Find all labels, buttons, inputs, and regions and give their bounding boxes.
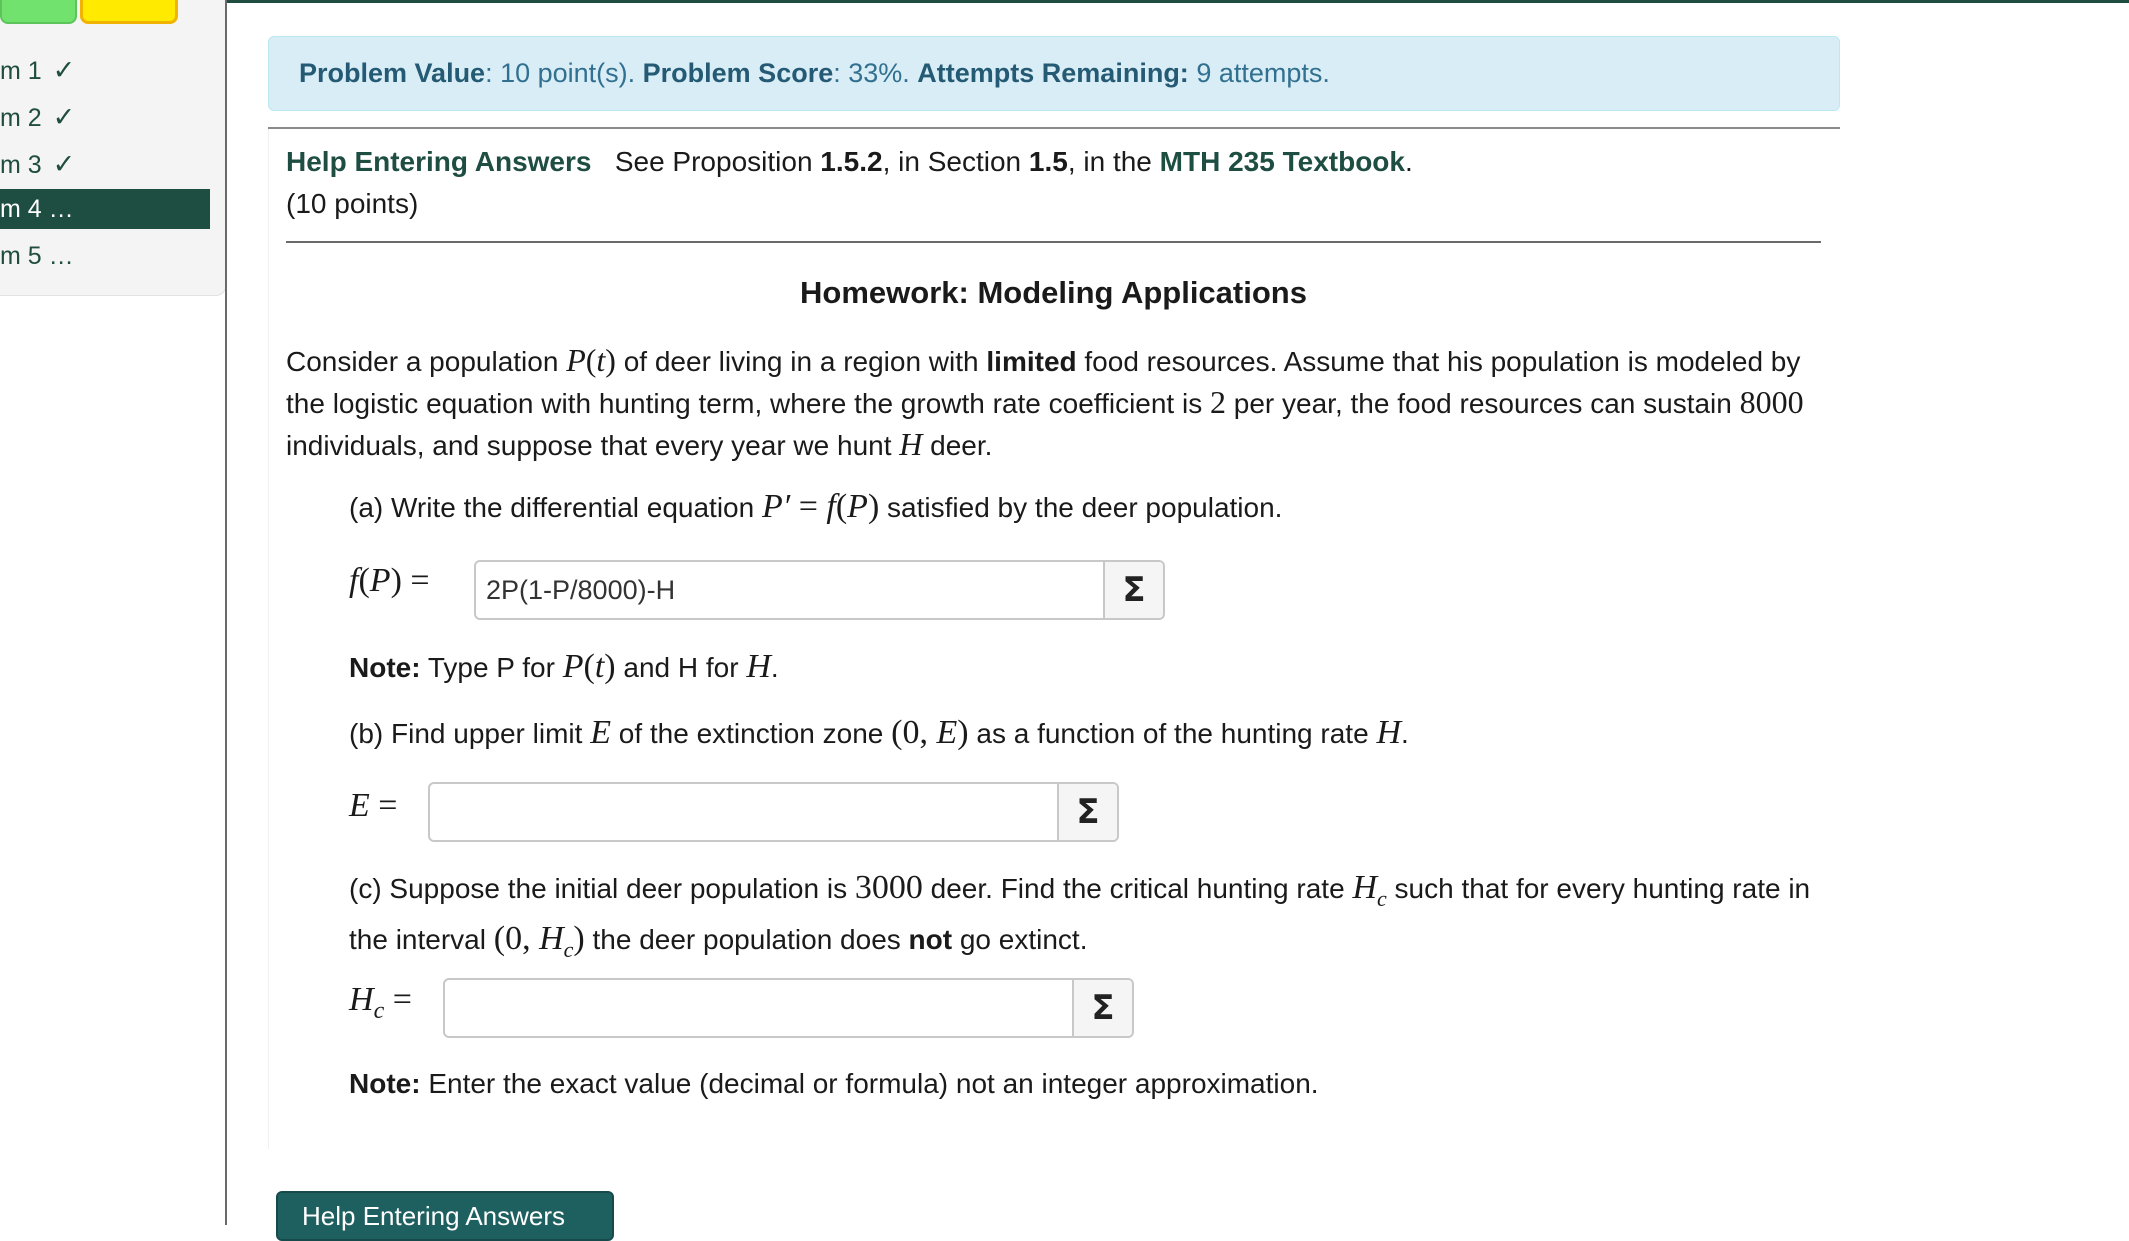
math-initial-population: 3000: [854, 869, 923, 906]
question-text: go extinct.: [952, 923, 1088, 955]
answer-input-b[interactable]: [430, 784, 1057, 840]
question-text: (c) Suppose the initial deer population is: [349, 873, 855, 904]
help-text: .: [1404, 146, 1413, 177]
checkmark-icon: ✓: [52, 55, 76, 85]
sidebar-item-problem-1[interactable]: [0, 50, 210, 90]
question-text: satisfied by the deer population.: [879, 492, 1283, 523]
part-c-question: [349, 868, 1829, 970]
help-entering-answers-link[interactable]: Help Entering Answers: [286, 146, 592, 177]
proposition-number: 1.5.2: [820, 146, 883, 177]
math-growth-rate: 2: [1210, 384, 1226, 420]
sidebar-item-label: m 1: [0, 57, 42, 85]
Hc-label: $H_c$ =: [349, 981, 412, 1024]
math-P-prime-eq: P′ = f(P): [761, 488, 880, 525]
sidebar-item-problem-5[interactable]: [0, 236, 210, 276]
note-text: .: [770, 652, 779, 683]
sidebar-item-label: m 5 …: [0, 242, 74, 270]
problem-score-label: Problem Score: [642, 58, 834, 88]
answer-box-c: [443, 978, 1134, 1038]
problem-value-text: : 10 point(s).: [485, 58, 643, 88]
sigma-icon: Σ: [1076, 792, 1100, 832]
part-a-question: [349, 488, 1282, 526]
math-interval-0-Hc: (0, $H_c$): [493, 919, 585, 962]
question-text: such that for every hunting rate in the interval: [349, 873, 1811, 955]
note-c: [349, 1068, 1319, 1100]
sidebar-item-problem-4[interactable]: [0, 189, 210, 229]
math-H-c: $H_c$: [1352, 869, 1387, 911]
sidebar-item-label: m 3: [0, 151, 42, 179]
attempts-remaining-label: Attempts Remaining:: [917, 58, 1189, 88]
intro-text: individuals, and suppose that every year we hunt: [286, 430, 900, 461]
intro-text: of deer living in a region with: [615, 346, 987, 377]
question-text: of the extinction zone: [610, 718, 892, 749]
status-green-button[interactable]: [0, 0, 77, 24]
help-text: , in Section: [882, 146, 1029, 177]
question-text: deer. Find the critical hunting rate: [922, 873, 1353, 904]
help-text: , in the: [1067, 146, 1160, 177]
points-label: (10 points): [286, 188, 419, 219]
section-number: 1.5: [1028, 146, 1068, 177]
problem-intro: [286, 340, 1826, 466]
math-E: E: [590, 714, 611, 751]
math-H: H: [746, 648, 771, 685]
math-H: H: [1376, 714, 1401, 751]
checkmark-icon: ✓: [52, 102, 76, 132]
note-text: Type P for: [420, 652, 563, 683]
math-H: H: [899, 426, 923, 462]
math-capacity: 8000: [1739, 384, 1804, 420]
status-yellow-button[interactable]: [80, 0, 178, 24]
note-a: [349, 648, 779, 686]
answer-input-c[interactable]: [445, 980, 1072, 1036]
sidebar-item-label: m 4 …: [0, 195, 74, 223]
equation-editor-button[interactable]: [1057, 784, 1117, 840]
top-border: [0, 0, 2129, 3]
intro-text: food resources. Assume that his population is modeled by the logistic equation with hunting term, where the growth rate coefficient is: [286, 346, 1801, 419]
checkmark-icon: ✓: [52, 149, 76, 179]
f-of-P-label: f(P) =: [349, 562, 430, 599]
sigma-icon: Σ: [1122, 570, 1146, 610]
problem-title: Homework: Modeling Applications: [800, 275, 1307, 310]
intro-text: per year, the food resources can sustain: [1226, 388, 1740, 419]
textbook-link[interactable]: MTH 235 Textbook: [1159, 146, 1405, 177]
intro-bold: limited: [986, 346, 1077, 377]
sigma-icon: Σ: [1091, 988, 1115, 1028]
equation-editor-button[interactable]: [1103, 562, 1163, 618]
equation-editor-button[interactable]: [1072, 980, 1132, 1036]
question-text: the deer population does: [584, 923, 909, 955]
answer-input-a[interactable]: [476, 562, 1103, 618]
E-label: E =: [349, 787, 398, 824]
math-P-of-t: P(t): [566, 342, 616, 378]
question-text: .: [1401, 718, 1409, 749]
math-interval-0-E: (0, E): [891, 714, 969, 751]
question-text: (b) Find upper limit: [349, 718, 591, 749]
intro-text: Consider a population: [286, 346, 567, 377]
note-label: Note:: [349, 652, 421, 683]
note-text: Enter the exact value (decimal or formula) not an integer approximation.: [420, 1068, 1319, 1099]
help-text: See Proposition: [614, 146, 821, 177]
math-P-of-t: P(t): [562, 648, 616, 685]
question-bold: not: [908, 923, 953, 955]
help-line: [286, 146, 1413, 178]
sidebar-item-problem-3[interactable]: [0, 144, 210, 184]
note-label: Note:: [349, 1068, 421, 1099]
sidebar-item-label: m 2: [0, 104, 42, 132]
answer-box-a: [474, 560, 1165, 620]
question-text: (a) Write the differential equation: [349, 492, 762, 523]
problem-list-sidebar: [0, 0, 226, 296]
problem-score-text: : 33%.: [833, 58, 918, 88]
part-b-question: [349, 714, 1409, 752]
sidebar-divider: [225, 0, 227, 1225]
problem-value-label: Problem Value: [299, 58, 486, 88]
question-text: as a function of the hunting rate: [968, 718, 1377, 749]
answer-box-b: [428, 782, 1119, 842]
divider: [286, 241, 1821, 243]
attempts-remaining-text: 9 attempts.: [1188, 58, 1330, 88]
sidebar-item-problem-2[interactable]: [0, 97, 210, 137]
problem-status-alert: [268, 36, 1840, 111]
intro-text: deer.: [922, 430, 993, 461]
help-entering-answers-button[interactable]: Help Entering Answers: [276, 1191, 614, 1241]
note-text: and H for: [615, 652, 747, 683]
